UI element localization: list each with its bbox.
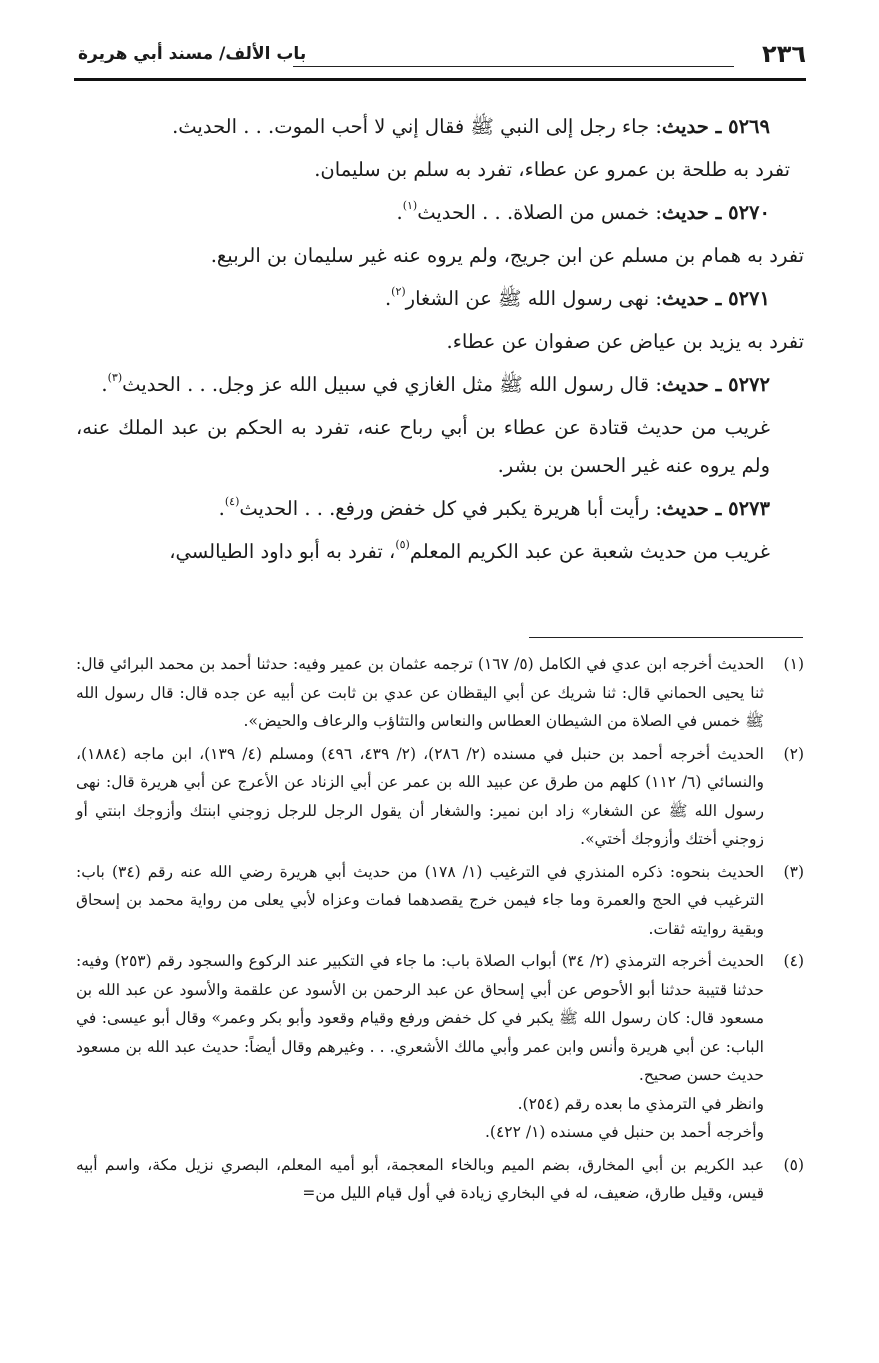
- footnote-label: (٣): [783, 862, 804, 881]
- hadith-tail: .: [384, 287, 392, 310]
- hadith-text: : قال رسول الله ﷺ مثل الغازي في سبيل الله عز وجل. . . الحديث: [122, 373, 662, 396]
- page-number: ٢٣٦: [762, 40, 806, 68]
- hadith-tail: .: [101, 373, 108, 396]
- hadith-entry: ٥٢٧٢ ـ حديث: قال رسول الله ﷺ مثل الغازي في سبيل الله عز وجل. . . الحديث$^{(٣)}$.: [101, 371, 770, 396]
- hadith-entry: ٥٢٦٩ ـ حديث: جاء رجل إلى النبي ﷺ فقال إني لا أحب الموت. . . الحديث.: [172, 115, 770, 138]
- hadith-number: ٥٢٧٣: [728, 497, 770, 520]
- footnote-separator: [529, 637, 803, 638]
- footnote: [76, 1151, 804, 1208]
- header-title: باب الألف/ مسند أبي هريرة: [78, 44, 307, 64]
- footnote-ref[interactable]: (٥): [395, 538, 410, 551]
- hadith-text: : رأيت أبا هريرة يكبر في كل خفض ورفع. . . الحديث: [239, 497, 662, 520]
- footnote-extra: وأخرجه أحمد بن حنبل في مسنده (١/ ٤٢٢).: [484, 1123, 764, 1141]
- main-text: [76, 108, 804, 576]
- footnote-text: الحديث بنحوه: ذكره المنذري في الترغيب (١/ ١٧٨) من حديث أبي هريرة رضي الله عنه رقم (٣٤) باب: الترغيب في الحج والعمرة وما جاء فيمن خرج يقصدهما فمات وعزاه لأبي يعلى من رواية محمد بن إسحاق وبقية روايته ثقات.: [76, 862, 764, 938]
- hadith-tail: .: [218, 497, 225, 520]
- footnote-text: الحديث أخرجه الترمذي (٢/ ٣٤) أبواب الصلاة باب: ما جاء في التكبير عند الركوع والسجود رقم (٢٥٣) وفيه: حدثنا قتيبة حدثنا أبو الأحوص عن أبي إسحاق عن عبد الرحمن بن الأسود عن علقمة والأسود عن عبد الله بن مسعود قال: كان رسول الله ﷺ يكبر في كل خفض ورفع وقيام وقعود وأبو بكر وعمر» وقال أبو عيسى: في الباب: عن أبي هريرة وأنس وابن عمر وأبي مالك الأشعري. . . وغيرهم وقال أيضاً: حديث عبد الله بن مسعود حديث حسن صحيح.: [76, 952, 764, 1084]
- hadith-number: ٥٢٦٩: [728, 115, 770, 138]
- footnote-extra: وانظر في الترمذي ما بعده رقم (٢٥٤).: [517, 1094, 764, 1113]
- footnote-label: (٤): [783, 952, 804, 970]
- hadith-label: حديث: [661, 115, 709, 138]
- hadith-number: ٥٢٧٠: [728, 201, 770, 224]
- hadith-entry: ٥٢٧٠ ـ حديث: خمس من الصلاة. . . الحديث$^{(١)}$.: [396, 199, 770, 224]
- footnote-ref[interactable]: (٣): [107, 371, 123, 384]
- hadith-label: حديث: [661, 373, 709, 396]
- commentary-text: غريب من حديث شعبة عن عبد الكريم المعلم: [409, 540, 770, 563]
- commentary: تفرد به طلحة بن عمرو عن عطاء، تفرد به سلم بن سليمان.: [314, 158, 790, 181]
- footnote-label: (٢): [783, 744, 804, 763]
- hadith-entry: ٥٢٧٣ ـ حديث: رأيت أبا هريرة يكبر في كل خفض ورفع. . . الحديث$^{(٤)}$.: [218, 495, 770, 520]
- footnote-label: (١): [783, 655, 804, 673]
- hadith-text: : خمس من الصلاة. . . الحديث: [417, 201, 662, 224]
- hadith-text: : نهى رسول الله ﷺ عن الشغار: [405, 287, 662, 310]
- footnote-ref[interactable]: (٤): [224, 495, 240, 508]
- footnote: [76, 740, 804, 854]
- footnote: [76, 947, 804, 1147]
- commentary-tail: ، تفرد به أبو داود الطيالسي،: [169, 540, 396, 563]
- hadith-text: : جاء رجل إلى النبي ﷺ فقال إني لا أحب الموت. . . الحديث.: [172, 115, 662, 138]
- hadith-entry: ٥٢٧١ ـ حديث: نهى رسول الله ﷺ عن الشغار$^{(٢)}$.: [384, 285, 770, 310]
- hadith-label: حديث: [661, 287, 709, 310]
- footnote-text: الحديث أخرجه ابن عدي في الكامل (٥/ ١٦٧) ترجمه عثمان بن عمير وفيه: حدثنا أحمد بن محمد البرائي قال: ثنا يحيى الحماني قال: ثنا شريك عن أبي اليقظان عن عدي بن ثابت عن أبيه عن جده قال: قال رسول الله ﷺ خمس في الصلاة من الشيطان العطاس والنعاس والتثاؤب والرعاف والحيض».: [76, 655, 765, 730]
- commentary: تفرد به يزيد بن عياض عن صفوان عن عطاء.: [446, 330, 804, 353]
- commentary: تفرد به همام بن مسلم عن ابن جريج، ولم يروه عنه غير سليمان بن الربيع.: [210, 244, 804, 267]
- commentary: [76, 533, 804, 571]
- footnote-ref[interactable]: (٢): [391, 285, 406, 298]
- hadith-tail: .: [396, 201, 403, 224]
- footnote: [76, 650, 804, 736]
- footnote-text: الحديث أخرجه أحمد بن حنبل في مسنده (٢/ ٢٨٦)، (٢/ ٤٣٩، ٤٩٦) ومسلم (٤/ ١٣٩)، ابن ماجه (١٨٨٤)، والنسائي (٦/ ١١٢) كلهم من طرق عن عبيد الله بن عمر عن أبي الزناد عن الأعرج عن أبي هريرة قال: نهى رسول الله ﷺ عن الشغار» زاد ابن نمير: والشغار أن يقول الرجل للرجل زوجني ابنتك وأزوجك ابنتي أو زوجني أختك وأزوجك أختي».: [76, 744, 764, 848]
- footnote-text: عبد الكريم بن أبي المخارق، بضم الميم وبالخاء المعجمة، أبو أميه المعلم، البصري نزيل مكة، واسم أبيه قيس، وقيل طارق، ضعيف، له في البخاري زيادة في أول قيام الليل من=: [76, 1155, 764, 1202]
- header-rule: [74, 78, 806, 81]
- hadith-number: ٥٢٧١: [728, 287, 770, 310]
- hadith-label: حديث: [661, 497, 709, 520]
- hadith-label: حديث: [661, 201, 709, 224]
- commentary: غريب من حديث قتادة عن عطاء بن أبي رباح عنه، تفرد به الحكم بن عبد الملك عنه، ولم يروه عنه غير الحسن بن بشر.: [76, 416, 770, 477]
- footnote-label: (٥): [783, 1155, 804, 1174]
- header-thin-rule: [293, 66, 734, 67]
- running-header: [78, 40, 806, 74]
- footnotes: [76, 650, 804, 1212]
- footnote-ref[interactable]: (١): [402, 199, 418, 212]
- footnote: [76, 858, 804, 944]
- hadith-number: ٥٢٧٢: [728, 373, 770, 396]
